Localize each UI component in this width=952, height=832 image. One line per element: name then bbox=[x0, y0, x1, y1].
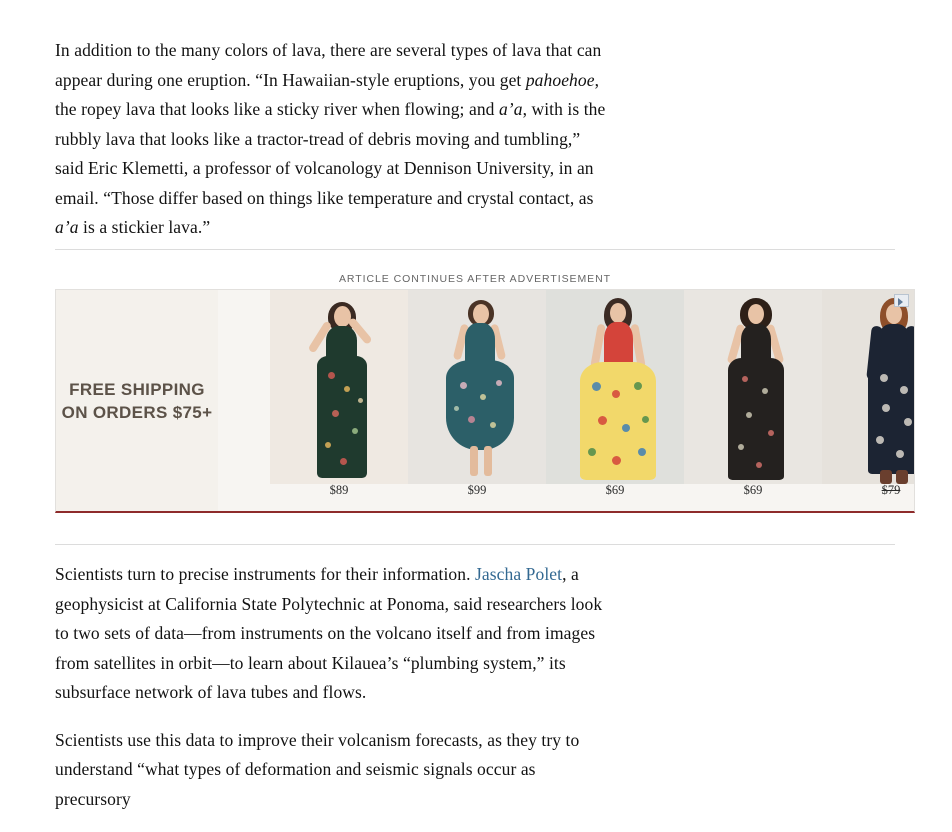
multicolor-floral-a-line-dress-image[interactable] bbox=[546, 290, 684, 484]
ad-promo-block bbox=[56, 290, 218, 511]
adchoices-icon[interactable] bbox=[894, 294, 909, 307]
paragraph-forecasts bbox=[55, 726, 612, 815]
black-floral-wrap-maxi-dress-image[interactable] bbox=[684, 290, 822, 484]
ad-continues-label: ARTICLE CONTINUES AFTER ADVERTISEMENT bbox=[338, 273, 612, 285]
text-run-italic: a’a bbox=[55, 217, 79, 237]
text-run: is a stickier lava.” bbox=[78, 217, 211, 237]
text-run: In addition to the many colors of lava, there are several types of lava that can appear during one eruption. “In Hawaiian-style eruptions, you get bbox=[55, 40, 602, 90]
text-run-italic: pahoehoe bbox=[525, 69, 595, 90]
divider-above-ad bbox=[55, 249, 895, 250]
ad-product-2[interactable] bbox=[408, 290, 546, 511]
ad-product-5[interactable] bbox=[822, 290, 915, 511]
text-run: Scientists use this data to improve their volcanism forecasts, as they try to understand “what types of deformation and seismic signals occur as precursory bbox=[55, 729, 580, 809]
ad-promo-line-1: FREE SHIPPING bbox=[69, 379, 205, 399]
navy-floral-long-sleeve-maxi-dress-image[interactable] bbox=[822, 290, 915, 484]
ad-product-list bbox=[218, 290, 914, 511]
ad-product-1-price: $89 bbox=[329, 483, 349, 497]
ad-product-5-price: $79 bbox=[881, 483, 901, 497]
ad-product-4[interactable] bbox=[684, 290, 822, 511]
ad-product-3-price: $69 bbox=[605, 483, 625, 497]
ad-promo-line-2: ON ORDERS $75+ bbox=[61, 402, 213, 422]
ad-product-2-price: $99 bbox=[467, 483, 487, 497]
advertisement-banner[interactable] bbox=[55, 289, 915, 513]
text-run-italic: a’a bbox=[498, 99, 523, 119]
green-floral-wrap-maxi-dress-image[interactable] bbox=[270, 290, 408, 484]
ad-product-3[interactable] bbox=[546, 290, 684, 511]
ad-product-1[interactable] bbox=[270, 290, 408, 511]
divider-below-ad bbox=[55, 544, 895, 545]
article-column bbox=[55, 0, 895, 261]
ad-product-4-price: $69 bbox=[743, 483, 763, 497]
text-run: , with is the rubbly lava that looks like a tractor-tread of debris moving and tumbling,” said Eric Klemetti, a professor of volcanology at Dennison University, in an email. “Those differ based on things like temperature and crystal contact, as bbox=[55, 99, 606, 208]
text-run: , the ropey lava that looks like a sticky river when flowing; and bbox=[55, 69, 600, 119]
article-column-lower bbox=[55, 560, 895, 832]
text-run: , a geophysicist at California State Polytechnic at Ponoma, said researchers look to two sets of data—from instruments on the volcano itself and from images from satellites in orbit—to learn about Kilauea’s “plumbing system,” its subsurface network of lava tubes and flows. bbox=[55, 564, 603, 702]
paragraph-instruments bbox=[55, 560, 612, 708]
paragraph-lava-types bbox=[55, 0, 612, 243]
link-jascha-polet[interactable]: Jascha Polet bbox=[475, 564, 563, 584]
text-run: Scientists turn to precise instruments for their information. bbox=[55, 564, 475, 584]
teal-floral-fit-and-flare-dress-image[interactable] bbox=[408, 290, 546, 484]
